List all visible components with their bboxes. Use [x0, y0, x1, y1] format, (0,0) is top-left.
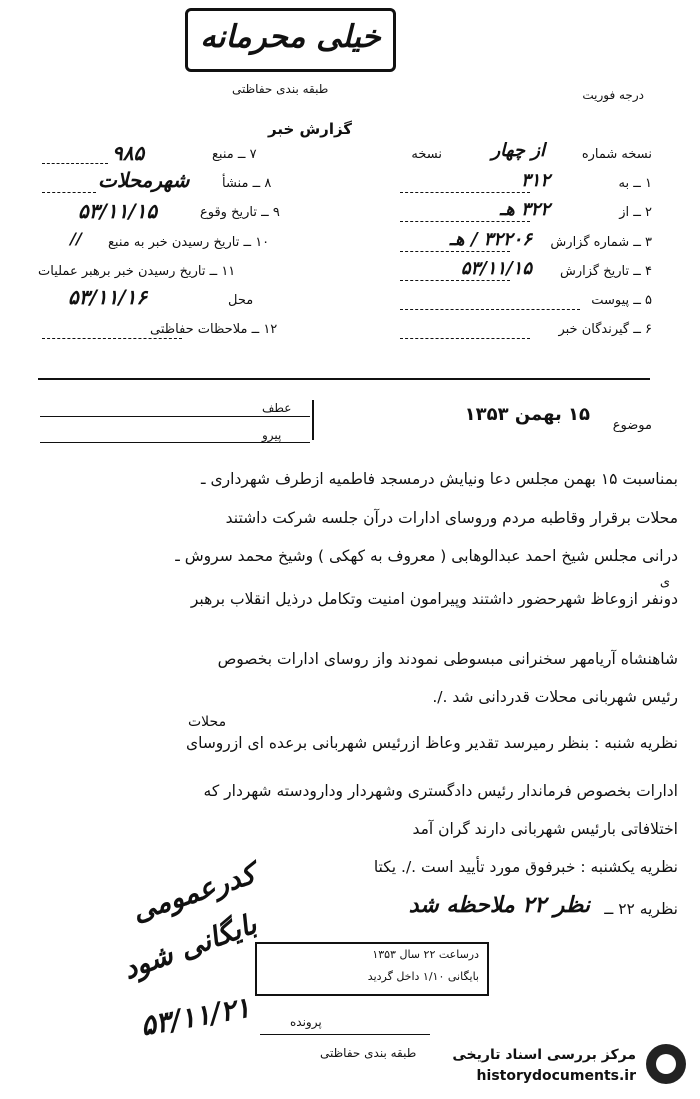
- urgency-label: درجه فوریت: [582, 88, 644, 102]
- subject-value: ۱۵ بهمن ۱۳۵۳: [464, 404, 590, 425]
- handwritten-note: ۵۳/۱۱/۲۱: [137, 990, 253, 1043]
- left-field-label: محل: [228, 293, 254, 308]
- insert-above-word: محلات: [188, 714, 227, 730]
- field-dash: [400, 280, 510, 281]
- right-field-label: ۳ ــ شماره گزارش: [550, 235, 652, 250]
- peyro-label: پیرو: [262, 428, 282, 442]
- handwritten-note: کدرعمومی: [128, 857, 260, 928]
- report-title: گزارش خبر: [268, 120, 353, 138]
- copy-number-value: از چهار: [491, 140, 545, 161]
- atf-line: [40, 416, 310, 417]
- archive-stamp-line3: پرونده: [290, 1015, 322, 1029]
- body-line: نظریه شنبه : بنظر رمیرسد تقدیر وعاظ ازرئیس شهربانی برعده ای ازروسای: [185, 734, 678, 752]
- body-line: محلات برقرار وقاطبه مردم وروسای ادارات درآن جلسه شرکت داشتند: [225, 509, 678, 527]
- watermark-title: مرکز بررسی اسناد تاریخی: [452, 1047, 636, 1063]
- archive-stamp-line2: بایگانی ۱/۱۰ داخل گردید: [367, 970, 479, 983]
- left-field-label: ۸ ــ منشأ: [222, 176, 272, 191]
- watermark-url: historydocuments.ir: [476, 1068, 636, 1084]
- subject-label: موضوع: [612, 418, 652, 433]
- section-divider: [38, 378, 650, 380]
- left-field-label: ۱۱ ــ تاریخ رسیدن خبر برهبر عملیات: [38, 264, 236, 279]
- field-dash: [400, 221, 530, 222]
- right-field-value: ۳۲۲ هـ: [499, 199, 550, 220]
- right-field-label: ۲ ــ از: [619, 205, 652, 220]
- peyro-line: [40, 442, 310, 443]
- handwritten-note: بایگانی شود: [118, 907, 261, 986]
- atf-label: عطف: [262, 401, 292, 415]
- atf-divider: [312, 400, 314, 440]
- archive-stamp: [255, 942, 489, 996]
- classification-stamp: [185, 8, 396, 72]
- body-line: ادارات بخصوص فرماندار رئیس دادگستری وشهردار ودارودسته شهردار که: [203, 782, 678, 800]
- classification-label-bottom: طبقه بندی حفاظتی: [320, 1046, 417, 1060]
- classification-stamp-text: خیلی محرمانه: [200, 19, 381, 55]
- left-field-value: //: [70, 229, 82, 248]
- left-field-value: ۵۳/۱۱/۱۵: [78, 199, 158, 223]
- body-line: نظریه ۲۲ ــ: [604, 900, 678, 918]
- left-field-label: ۷ ــ منبع: [212, 147, 257, 162]
- body-line: بمناسبت ۱۵ بهمن مجلس دعا ونیایش درمسجد فاطمیه ازطرف شهرداری ـ: [201, 470, 678, 488]
- field-dash: [400, 338, 530, 339]
- body-line: شاهنشاه آریامهر سخنرانی مبسوطی نمودند واز روسای ادارات بخصوص: [217, 650, 678, 668]
- right-field-label: ۵ ــ پیوست: [591, 293, 652, 308]
- right-field-label: ۱ ــ به: [618, 176, 652, 191]
- body-line: اختلافاتی بارئیس شهربانی دارند گران آمد: [412, 820, 678, 838]
- body-line: رئیس شهربانی محلات قدردانی شد ./.: [432, 688, 678, 706]
- field-dash: [400, 192, 530, 193]
- classification-label-top: طبقه بندی حفاظتی: [232, 82, 329, 96]
- body-line: نظریه یکشنبه : خبرفوق مورد تأیید است ./. یکتا: [373, 858, 678, 876]
- body-line: درانی مجلس شیخ احمد عبدالوهابی ( معروف به کهکی ) وشیخ محمد سروش ـ: [175, 547, 678, 565]
- insert-letter: ی: [659, 575, 670, 590]
- left-field-label: ۱۰ ــ تاریخ رسیدن خبر به منبع: [108, 235, 270, 250]
- watermark-logo-inner: [656, 1054, 676, 1074]
- left-field-label: ۹ ــ تاریخ وقوع: [200, 205, 280, 220]
- right-field-label: ۴ ــ تاریخ گزارش: [560, 264, 652, 279]
- right-field-value: ۳۲۲۰۶ / هـ: [449, 229, 532, 250]
- copy-number-label: نسخه شماره: [581, 147, 652, 162]
- field-dash: [400, 309, 580, 310]
- left-field-label: ۱۲ ــ ملاحظات حفاظتی: [150, 322, 278, 337]
- archive-stamp-line1: درساعت ۲۲ سال ۱۳۵۳: [372, 948, 479, 961]
- body-line: دونفر ازوعاظ شهرحضور داشتند وپیرامون امنیت وتکامل درذیل انقلاب برهبر: [190, 590, 678, 608]
- right-field-value: ۳۱۲: [520, 170, 550, 191]
- nazariye-handwriting: نظر ۲۲ ملاحظه شد: [408, 892, 590, 918]
- field-dash: [400, 251, 510, 252]
- left-field-value: ۹۸۵: [112, 141, 145, 165]
- field-dash: [42, 163, 108, 164]
- archive-underline: [260, 1034, 430, 1035]
- right-field-value: ۵۳/۱۱/۱۵: [460, 258, 532, 279]
- left-field-value: ۵۳/۱۱/۱۶: [68, 285, 148, 309]
- left-field-value: شهرمحلات: [98, 168, 190, 192]
- field-dash: [42, 338, 182, 339]
- right-field-label: ۶ ــ گیرندگان خبر: [558, 322, 652, 337]
- copy-label: نسخه: [411, 147, 442, 162]
- field-dash: [42, 192, 96, 193]
